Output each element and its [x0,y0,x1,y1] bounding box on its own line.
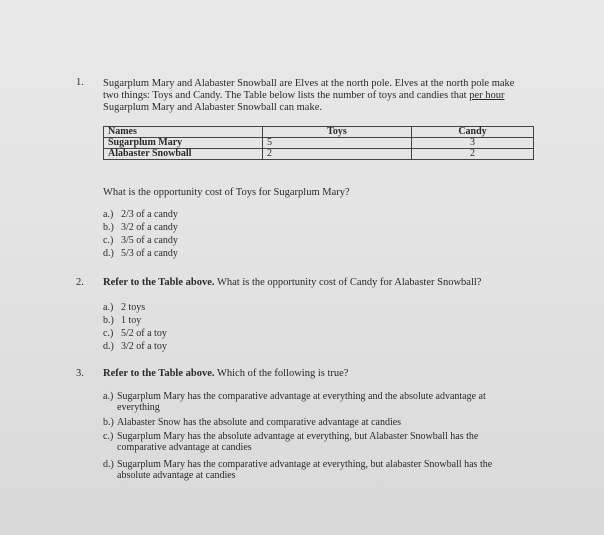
per-hour-underlined: per hour [469,90,505,101]
q2-option-a[interactable] [103,302,145,314]
production-table [103,126,534,160]
q1-intro-line-3: Sugarplum Mary and Alabaster Snowball can make. [103,102,322,113]
table-header-row [104,127,534,138]
option-text: 3/2 of a toy [121,341,167,352]
option-text: 5/3 of a candy [121,248,178,259]
q1-question: What is the opportunity cost of Toys for Sugarplum Mary? [103,187,350,198]
option-text: 3/2 of a candy [121,222,178,233]
option-text-line-1: Sugarplum Mary has the comparative advantage at everything, but alabaster Snowball has the [117,459,493,470]
option-letter: d.) [103,459,114,470]
q1-option-c[interactable] [103,235,178,247]
row-candy: 2 [412,149,534,160]
q1-option-b[interactable] [103,222,178,234]
option-text: 2 toys [121,302,146,313]
q3-prompt [103,368,573,380]
option-letter: a.) [103,302,114,313]
option-text-line-2: absolute advantage at candies [117,470,236,481]
header-toys: Toys [263,127,412,138]
option-letter: a.) [103,391,114,402]
option-text: 2/3 of a candy [121,209,178,220]
row-toys: 2 [263,149,412,160]
header-names: Names [104,127,263,138]
option-text: 5/2 of a toy [121,328,167,339]
q1-option-d[interactable] [103,248,178,260]
q1-number: 1. [76,77,84,88]
q2-text: What is the opportunity cost of Candy for Alabaster Snowball? [214,277,482,288]
table-row [104,138,534,149]
q1-intro-line-2: two things: Toys and Candy. The Table below lists the number of toys and candies that per hour [103,90,505,101]
q2-lead: Refer to the Table above. [103,277,215,288]
q3-text: Which of the following is true? [214,368,349,379]
option-text-line-1: Alabaster Snow has the absolute and comparative advantage at candies [117,417,402,428]
row-name: Sugarplum Mary [104,138,263,149]
option-text-line-1: Sugarplum Mary has the comparative advantage at everything and the absolute advantage at [117,391,486,402]
option-text: 3/5 of a candy [121,235,178,246]
header-candy: Candy [412,127,534,138]
option-text-line-2: comparative advantage at candies [117,442,252,453]
option-letter: a.) [103,209,114,220]
option-letter: d.) [103,341,114,352]
row-candy: 3 [412,138,534,149]
q2-prompt [103,277,573,289]
q3-lead: Refer to the Table above. [103,368,215,379]
q2-option-b[interactable] [103,315,141,327]
row-toys: 5 [263,138,412,149]
q2-option-d[interactable] [103,341,167,353]
option-letter: c.) [103,235,114,246]
row-name: Alabaster Snowball [104,149,263,160]
option-text-line-2: everything [117,402,160,413]
option-letter: b.) [103,417,114,428]
table-row [104,149,534,160]
option-letter: b.) [103,222,114,233]
q1-intro [103,78,573,114]
q3-option-d[interactable] [103,459,543,481]
option-text-line-1: Sugarplum Mary has the absolute advantage at everything, but Alabaster Snowball has the [117,431,479,442]
option-letter: d.) [103,248,114,259]
option-letter: c.) [103,328,114,339]
q2-option-c[interactable] [103,328,167,340]
q1-option-a[interactable] [103,209,178,221]
q3-option-c[interactable] [103,431,543,453]
q1-intro-line-1: Sugarplum Mary and Alabaster Snowball are Elves at the north pole. Elves at the north pole make [103,78,515,89]
q3-option-a[interactable] [103,391,543,413]
q3-option-b[interactable] [103,417,543,428]
q3-number: 3. [76,368,84,379]
option-letter: c.) [103,431,114,442]
option-text: 1 toy [121,315,142,326]
option-letter: b.) [103,315,114,326]
q2-number: 2. [76,277,84,288]
